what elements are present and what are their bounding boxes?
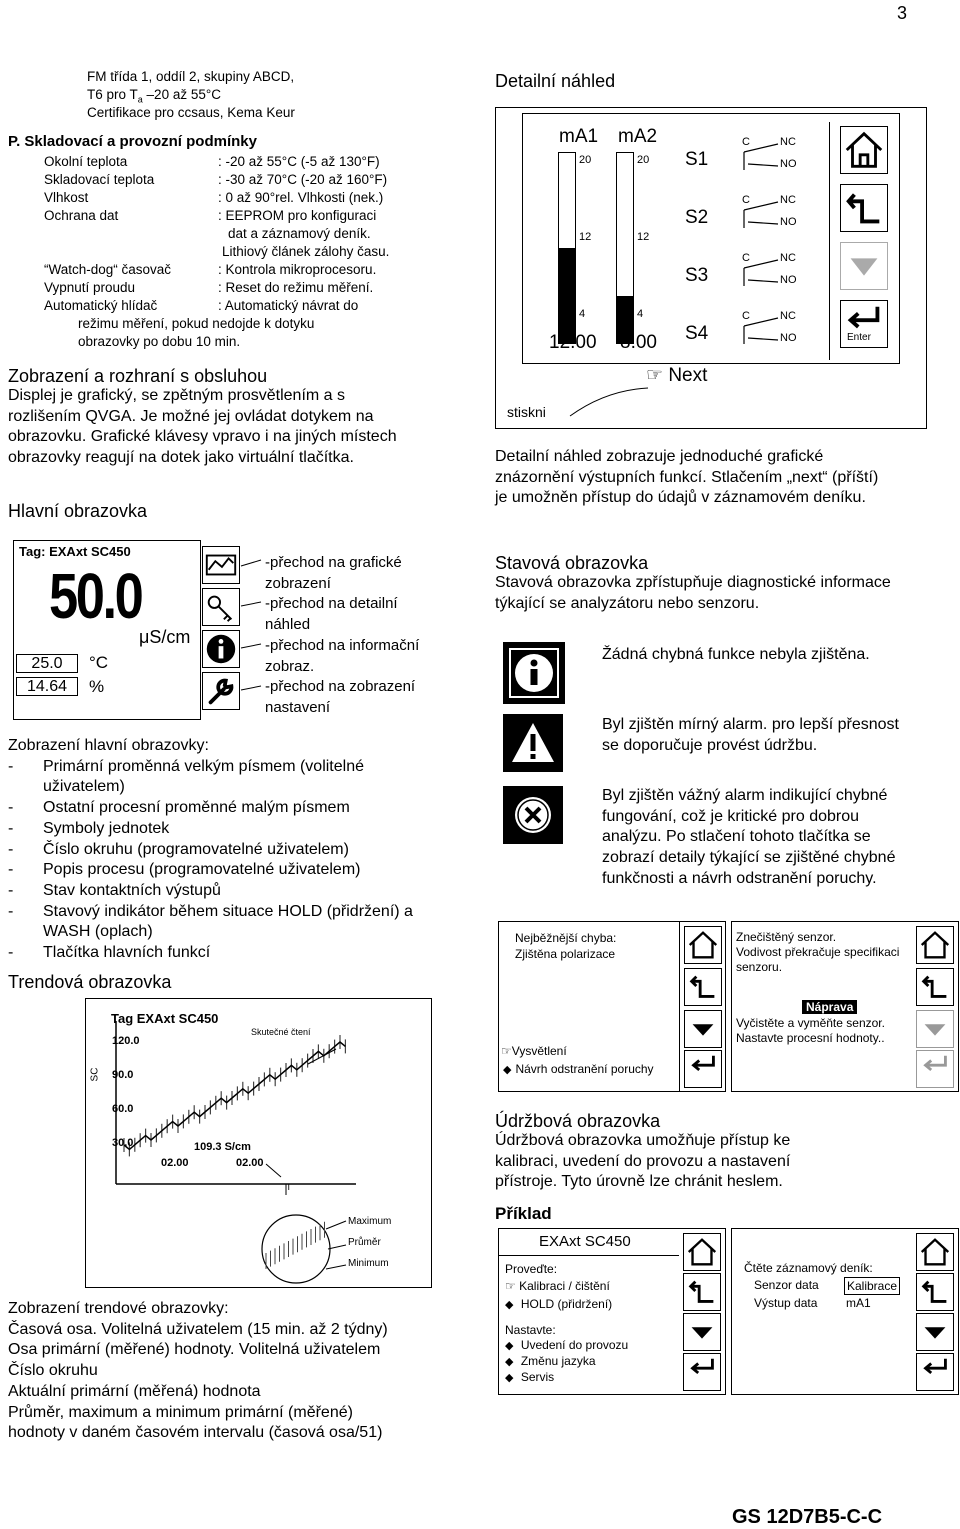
s4-c: C: [742, 310, 750, 322]
back-key[interactable]: [916, 968, 954, 1006]
next-button[interactable]: ☞ Next: [646, 365, 708, 386]
scroll-down-key[interactable]: [840, 242, 888, 290]
trend-figure: [85, 998, 432, 1288]
temp-unit: °C: [89, 653, 109, 672]
ma1-tick-20: 20: [579, 154, 592, 166]
display-heading: Zobrazení a rozhraní s obsluhou: [8, 366, 268, 386]
home-key[interactable]: [916, 926, 954, 964]
error-icon: [503, 786, 563, 844]
error-screen-keys: [679, 922, 725, 1091]
enter-key[interactable]: [683, 1353, 721, 1391]
trend-t-label: T: [286, 1182, 292, 1192]
status-heading: Stavová obrazovka: [495, 553, 649, 573]
back-key[interactable]: [840, 184, 888, 232]
triangle-down-icon: [917, 1011, 953, 1047]
maint-divider: [499, 1255, 679, 1256]
trend-actual-label: Skutečné čtení: [251, 1027, 311, 1037]
main-list: Zobrazení hlavní obrazovky: - Primární proměnná velkým písmem (volitelné uživatelem) - Ostatní procesní proměnné malým písmem - Symboly jednotek - Číslo okruhu (programovatelné uživatelem) - Popis procesu (programovatelné uživatelem) - Stav kontaktních výstupů - Stavový indikátor během situace HOLD (přidržení) a WASH (oplach) - Tlačítka hlavních funkcí: [8, 736, 428, 964]
ma1-tick-4: 4: [579, 308, 586, 320]
storage-table: Okolní teplota : -20 až 55°C (-5 až 130°F) Skladovací teplota : -30 až 70°C (-20 až 160°F) Vlhkost : 0 až 90°rel. Vlhkosti (nek.) Ochrana dat : EEPROM pro konfiguraci dat a záznamový deník. Lithiový článek zálohy času. “Watch-dog“ časovač : Kontrola mikroprocesoru. Vypnutí proudu : Reset do režimu měření. Automatický hlídač : Automatický návrat do režimu měření, pokud nedojde k dotyku obrazovky po dobu 10 min.: [44, 154, 390, 349]
graph-key[interactable]: [202, 546, 240, 584]
return-icon: [684, 1274, 720, 1310]
scroll-down-key[interactable]: [916, 1313, 954, 1351]
detail-text: Detailní náhled zobrazuje jednoduché grafické znázornění výstupních funkcí. Stlačením „next“ (příští) je umožněn přístup do údajů v záznamovém deníku.: [495, 448, 879, 507]
trend-ytick-4: 30.0: [112, 1137, 134, 1149]
ma2-tick-4: 4: [637, 308, 644, 320]
home-icon: [917, 1234, 953, 1270]
trend-legend-max: Maximum: [348, 1216, 392, 1227]
triangle-down-icon: [684, 1314, 720, 1350]
logbook-rows: Senzor data Kalibrace Výstup data mA1: [754, 1277, 900, 1311]
status-ok-key[interactable]: [503, 642, 565, 704]
switch-s2: S2: [685, 207, 709, 228]
trend-tag: Tag EXAxt SC450: [111, 1011, 219, 1026]
status-warning-key[interactable]: [503, 714, 563, 772]
ma1-bar: [559, 248, 575, 343]
home-icon: [841, 127, 887, 173]
example-heading: Příklad: [495, 1204, 552, 1223]
s4-no: NO: [780, 332, 797, 344]
press-arrow: [566, 378, 656, 423]
main-unit: μS/cm: [139, 627, 191, 647]
main-tag: Tag: EXAxt SC450: [19, 544, 131, 559]
s4-nc: NC: [780, 310, 796, 322]
ma2-tick-12: 12: [637, 231, 650, 243]
settings-key[interactable]: [202, 672, 240, 710]
home-key[interactable]: [684, 926, 722, 964]
home-key[interactable]: [683, 1233, 721, 1271]
chart-line-icon: [203, 547, 239, 583]
cert-line-2: T6 pro $T_a$ –20 až 55°C: [87, 87, 221, 105]
hold-item[interactable]: ◆ HOLD (přidržení): [505, 1297, 612, 1313]
enter-key[interactable]: [684, 1050, 722, 1088]
trend-legend-min: Minimum: [348, 1258, 389, 1269]
scroll-down-key[interactable]: [916, 1010, 954, 1048]
home-key[interactable]: [916, 1233, 954, 1271]
pct-value: 14.64: [16, 677, 78, 696]
return-icon: [917, 969, 953, 1005]
ma2-bar-frame: [616, 152, 634, 344]
temp-value: 25.0: [16, 654, 78, 673]
back-key[interactable]: [684, 968, 722, 1006]
wrench-icon: [203, 673, 239, 709]
maint-set: Nastavte: ◆ Uvedení do provozu ◆ Změnu jazyka ◆ Servis: [505, 1323, 628, 1386]
logbook-screen-keys: [912, 1229, 957, 1394]
cert-line-3: Certifikace pro ccsaus, Kema Keur: [87, 105, 295, 120]
home-icon: [685, 927, 721, 963]
switch-s3: S3: [685, 265, 709, 286]
enter-key[interactable]: [916, 1353, 954, 1391]
enter-icon: [917, 1051, 953, 1087]
detail-figure: [495, 107, 927, 429]
ma2-value: 8.00: [620, 332, 657, 353]
storage-heading: P. Skladovací a provozní podmínky: [8, 133, 257, 150]
ma1-tick-12: 12: [579, 231, 592, 243]
trend-list: Zobrazení trendové obrazovky: Časová osa. Volitelná uživatelem (15 min. až 2 týdny) Osa primární (měřené) hodnoty. Volitelná uživatelem Číslo okruhu Aktuální primární (měřená) hodnota Průměr, maximum a minimum primární (měřené) hodnoty v daném časovém intervalu (časová osa/51): [8, 1300, 388, 1442]
scroll-down-key[interactable]: [683, 1313, 721, 1351]
error-detail-screen: [498, 921, 726, 1092]
s1-c: C: [742, 136, 750, 148]
trend-ytick-2: 90.0: [112, 1069, 134, 1081]
s3-no: NO: [780, 274, 797, 286]
error-line-2: Zjištěna polarizace: [515, 947, 616, 961]
s3-c: C: [742, 252, 750, 264]
status-error-key[interactable]: [503, 786, 563, 844]
s2-nc: NC: [780, 194, 796, 206]
ma1-field[interactable]: mA1: [846, 1296, 871, 1310]
trend-time-1: 02.00: [161, 1157, 189, 1169]
detail-key[interactable]: [202, 588, 240, 626]
trend-value: 109.3 S/cm: [194, 1141, 251, 1153]
home-icon: [684, 1234, 720, 1270]
status-error-text: Byl zjištěn vážný alarm indikující chybné fungování, což je kritické pro dobrou analýzu. Po stlačení tohoto tlačítka se zobrazí detaily týkající se zjištěné chybné funkčnosti a návrh odstranění poruchy.: [602, 787, 896, 887]
main-screen-heading: Hlavní obrazovka: [8, 501, 148, 521]
triangle-down-icon: [917, 1314, 953, 1350]
detail-heading: Detailní náhled: [495, 71, 616, 91]
detail-keys: [829, 122, 894, 360]
home-key[interactable]: [840, 126, 888, 174]
info-icon: [203, 631, 239, 667]
maint-title: EXAxt SC450: [539, 1233, 631, 1250]
remedy-steps: Vyčistěte a vyměňte senzor. Nastavte procesní hodnoty..: [736, 1016, 885, 1045]
maint-screen-keys: [679, 1229, 724, 1394]
main-screen-figure: [13, 540, 257, 720]
maint-text: Údržbová obrazovka umožňuje přístup ke kalibraci, uvedení do provozu a nastavení přístroje. Tyto úrovně lze chránit heslem.: [495, 1132, 791, 1191]
switch-s4: S4: [685, 323, 709, 344]
trend-ytick-3: 60.0: [112, 1103, 134, 1115]
error-line-1: Nejběžnější chyba:: [515, 931, 617, 945]
s3-nc: NC: [780, 252, 796, 264]
detail-display: [522, 113, 900, 364]
switch-area: [685, 134, 815, 354]
back-key[interactable]: [916, 1273, 954, 1311]
s2-c: C: [742, 194, 750, 206]
info-icon: [504, 643, 564, 703]
calibration-field[interactable]: Kalibrace: [844, 1277, 900, 1295]
logbook-screen: [731, 1228, 959, 1395]
scroll-down-key[interactable]: [684, 1010, 722, 1048]
switch-contacts: [730, 134, 815, 364]
maint-screen: [498, 1228, 726, 1395]
enter-label: Enter: [847, 332, 871, 343]
enter-icon: [685, 1051, 721, 1087]
maint-do: Proveďte: ☞ Kalibraci / čištění ◆ HOLD (přidržení): [505, 1262, 612, 1313]
remedy-problem: Znečištěný senzor. Vodivost překračuje specifikaci senzoru.: [736, 930, 900, 974]
status-warning-text: Byl zjištěn mírný alarm. pro lepší přesnost se doporučuje provést údržbu.: [602, 716, 899, 754]
home-icon: [917, 927, 953, 963]
maint-heading: Údržbová obrazovka: [495, 1111, 661, 1131]
doc-code: GS 12D7B5-C-C: [732, 1506, 883, 1528]
warning-icon: [503, 714, 563, 772]
explain-item[interactable]: ☞Vysvětlení: [501, 1044, 567, 1058]
ma1-value: 12.00: [549, 332, 597, 353]
back-key[interactable]: [683, 1273, 721, 1311]
enter-key[interactable]: [916, 1050, 954, 1088]
enter-icon: [684, 1354, 720, 1390]
pointer-lines: [241, 540, 261, 720]
status-ok-text: Žádná chybná funkce nebyla zjištěna.: [602, 646, 870, 663]
press-label: stiskni: [507, 404, 546, 420]
remedy-screen-keys: [912, 922, 957, 1091]
trend-ylabel: SC: [89, 1067, 101, 1082]
service-item[interactable]: ◆ Servis: [505, 1370, 628, 1386]
key-icon: [203, 589, 239, 625]
logbook-label: Čtěte záznamový deník:: [744, 1261, 873, 1275]
ma1-label: mA1: [559, 126, 599, 147]
triangle-down-icon: [685, 1011, 721, 1047]
trend-ytick-1: 120.0: [112, 1035, 140, 1047]
enter-icon: [917, 1354, 953, 1390]
trend-time-2: 02.00: [236, 1157, 264, 1169]
main-key-notes: -přechod na grafické zobrazení -přechod na detailní náhled -přechod na informační zobraz. -přechod na zobrazení nastavení: [265, 554, 420, 716]
return-icon: [685, 969, 721, 1005]
display-text: Displej je grafický, se zpětným prosvětlením a s rozlišením QVGA. Je možné jej ovládat dotykem na obrazovku. Grafické klávesy vpravo i na jiných místech obrazovky reagují na dotek jako virtuální tlačítka.: [8, 387, 397, 467]
cert-line-1: FM třída 1, oddíl 2, skupiny ABCD,: [87, 69, 295, 84]
main-display: [13, 540, 201, 720]
page-number: 3: [897, 3, 908, 23]
language-item[interactable]: ◆ Změnu jazyka: [505, 1354, 628, 1370]
info-key[interactable]: [202, 630, 240, 668]
commissioning-item[interactable]: ◆ Uvedení do provozu: [505, 1338, 628, 1354]
pct-unit: %: [89, 677, 105, 696]
status-text: Stavová obrazovka zpřístupňuje diagnostické informace týkající se analyzátoru nebo senzoru.: [495, 574, 891, 612]
remedy-screen: [731, 921, 959, 1092]
ma2-tick-20: 20: [637, 154, 650, 166]
trend-heading: Trendová obrazovka: [8, 972, 172, 992]
triangle-down-icon: [841, 243, 887, 289]
s2-no: NO: [780, 216, 797, 228]
fix-item[interactable]: ◆ Návrh odstranění poruchy: [503, 1062, 654, 1076]
ma2-label: mA2: [618, 126, 658, 147]
return-icon: [917, 1274, 953, 1310]
return-icon: [841, 185, 887, 231]
ma1-bar-frame: [558, 152, 576, 344]
s1-no: NO: [780, 158, 797, 170]
enter-key[interactable]: [840, 300, 888, 348]
main-value: 50.0: [49, 560, 142, 632]
s1-nc: NC: [780, 136, 796, 148]
switch-s1: S1: [685, 149, 709, 170]
calibration-item[interactable]: ☞ Kalibraci / čištění: [505, 1279, 610, 1293]
trend-legend-avg: Průměr: [348, 1237, 381, 1248]
remedy-title: Náprava: [802, 1000, 857, 1014]
